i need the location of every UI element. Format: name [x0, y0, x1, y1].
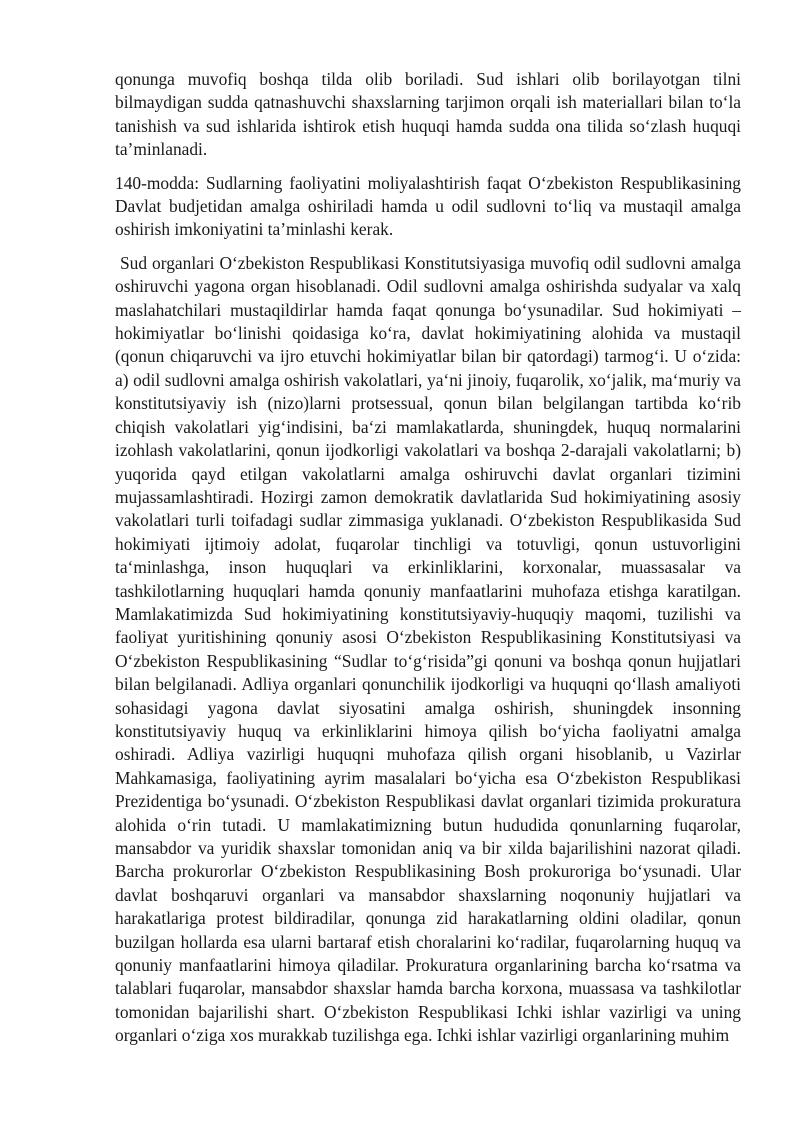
document-page — [115, 68, 741, 1058]
paragraph-article-140: 140-modda: Sudlarning faoliyatini moliyalashtirish faqat O‘zbekiston Respublikasining Davlat budjetidan amalga oshiriladi hamda u odil sudlovni to‘liq va mustaqil amalga oshirish imkoniyatini ta’minlashi kerak. — [115, 172, 741, 240]
paragraph-language-rights: qonunga muvofiq boshqa tilda olib boriladi. Sud ishlari olib borilayotgan tilni bilmaydigan sudda qatnashuvchi shaxslarning tarjimon orqali ish materiallari bilan to‘la tanishish va sud ishlarida ishtirok etish huquqi hamda sudda ona tilida so‘zlash huquqi ta’minlanadi. — [115, 69, 741, 160]
paragraph-judicial-organs: Sud organlari O‘zbekiston Respublikasi Konstitutsiyasiga muvofiq odil sudlovni amalga oshiruvchi yagona organ hisoblanadi. Odil sudlovni amalga oshirishda sudyalar va xalq maslahatchilari mustaqildirlar hamda faqat qonunga bo‘ysunadilar. Sud hokimiyati – hokimiyatlar bo‘linishi qoidasiga ko‘ra, davlat hokimiyatining alohida va mustaqil (qonun chiqaruvchi va ijro etuvchi hokimiyatlar bilan bir qatordagi) tarmog‘i. U o‘zida: a) odil sudlovni amalga oshirish vakolatlari, ya‘ni jinoiy, fuqarolik, xo‘jalik, ma‘muriy va konstitutsiyaviy ish (nizo)larni protsessual, qonun bilan belgilangan tartibda ko‘rib chiqish vakolatlari yig‘indisini, ba‘zi mamlakatlarda, shuningdek, huquq normalarini izohlash vakolatlarini, qonun ijodkorligi vakolatlari va boshqa 2-darajali vakolatlarni; b) yuqorida qayd etilgan vakolatlarni amalga oshiruvchi davlat organlari tizimini mujassamlashtiradi. Hozirgi zamon demokratik davlatlarida Sud hokimiyatining asosiy vakolatlari turli toifadagi sudlar zimmasiga yuklanadi. O‘zbekiston Respublikasida Sud hokimiyati ijtimoiy adolat, fuqarolar tinchligi va totuvligi, qonun ustuvorligini ta‘minlashga, inson huquqlari va erkinliklarini, korxonalar, muassasalar va tashkilotlarning huquqlari hamda qonuniy manfaatlarini muhofaza etishga karatilgan. Mamlakatimizda Sud hokimiyatining konstitutsiyaviy-huquqiy maqomi, tuzilishi va faoliyat yuritishining qonuniy asosi O‘zbekiston Respublikasining Konstitutsiyasi va O‘zbekiston Respublikasining “Sudlar to‘g‘risida”gi qonuni va boshqa qonun hujjatlari bilan belgilanadi. Adliya organlari qonunchilik ijodkorligi va huquqni qo‘llash amaliyoti sohasidagi yagona davlat siyosatini amalga oshirish, shuningdek insonning konstitutsiyaviy huquq va erkinliklarini himoya qilish bo‘yicha faoliyatni amalga oshiradi. Adliya vazirligi huquqni muhofaza qilish organi hisoblanib, u Vazirlar Mahkamasiga, faoliyatining ayrim masalalari bo‘yicha esa O‘zbekiston Respublikasi Prezidentiga bo‘ysunadi. O‘zbekiston Respublikasi davlat organlari tizimida prokuratura alohida o‘rin tutadi. U mamlakatimizning butun hududida qonunlarning fuqarolar, mansabdor va yuridik shaxslar tomonidan aniq va bir xilda bajarilishini nazorat qiladi. Barcha prokurorlar O‘zbekiston Respublikasining Bosh prokuroriga bo‘ysunadi. Ular davlat boshqaruvi organlari va mansabdor shaxslarning noqonuniy hujjatlari va harakatlariga protest bildiradilar, qonunga zid harakatlarning oldini oladilar, qonun buzilgan hollarda esa ularni bartaraf etish choralarini ko‘radilar, fuqarolarning huquq va qonuniy manfaatlarini himoya qiladilar. Prokuratura organlarining barcha ko‘rsatma va talablari fuqarolar, mansabdor shaxslar hamda barcha korxona, muassasa va tashkilotlar tomonidan bajarilishi shart. O‘zbekiston Respublikasi Ichki ishlar vazirligi va uning organlari o‘ziga xos murakkab tuzilishga ega. Ichki ishlar vazirligi organlarining muhim — [115, 252, 741, 1046]
